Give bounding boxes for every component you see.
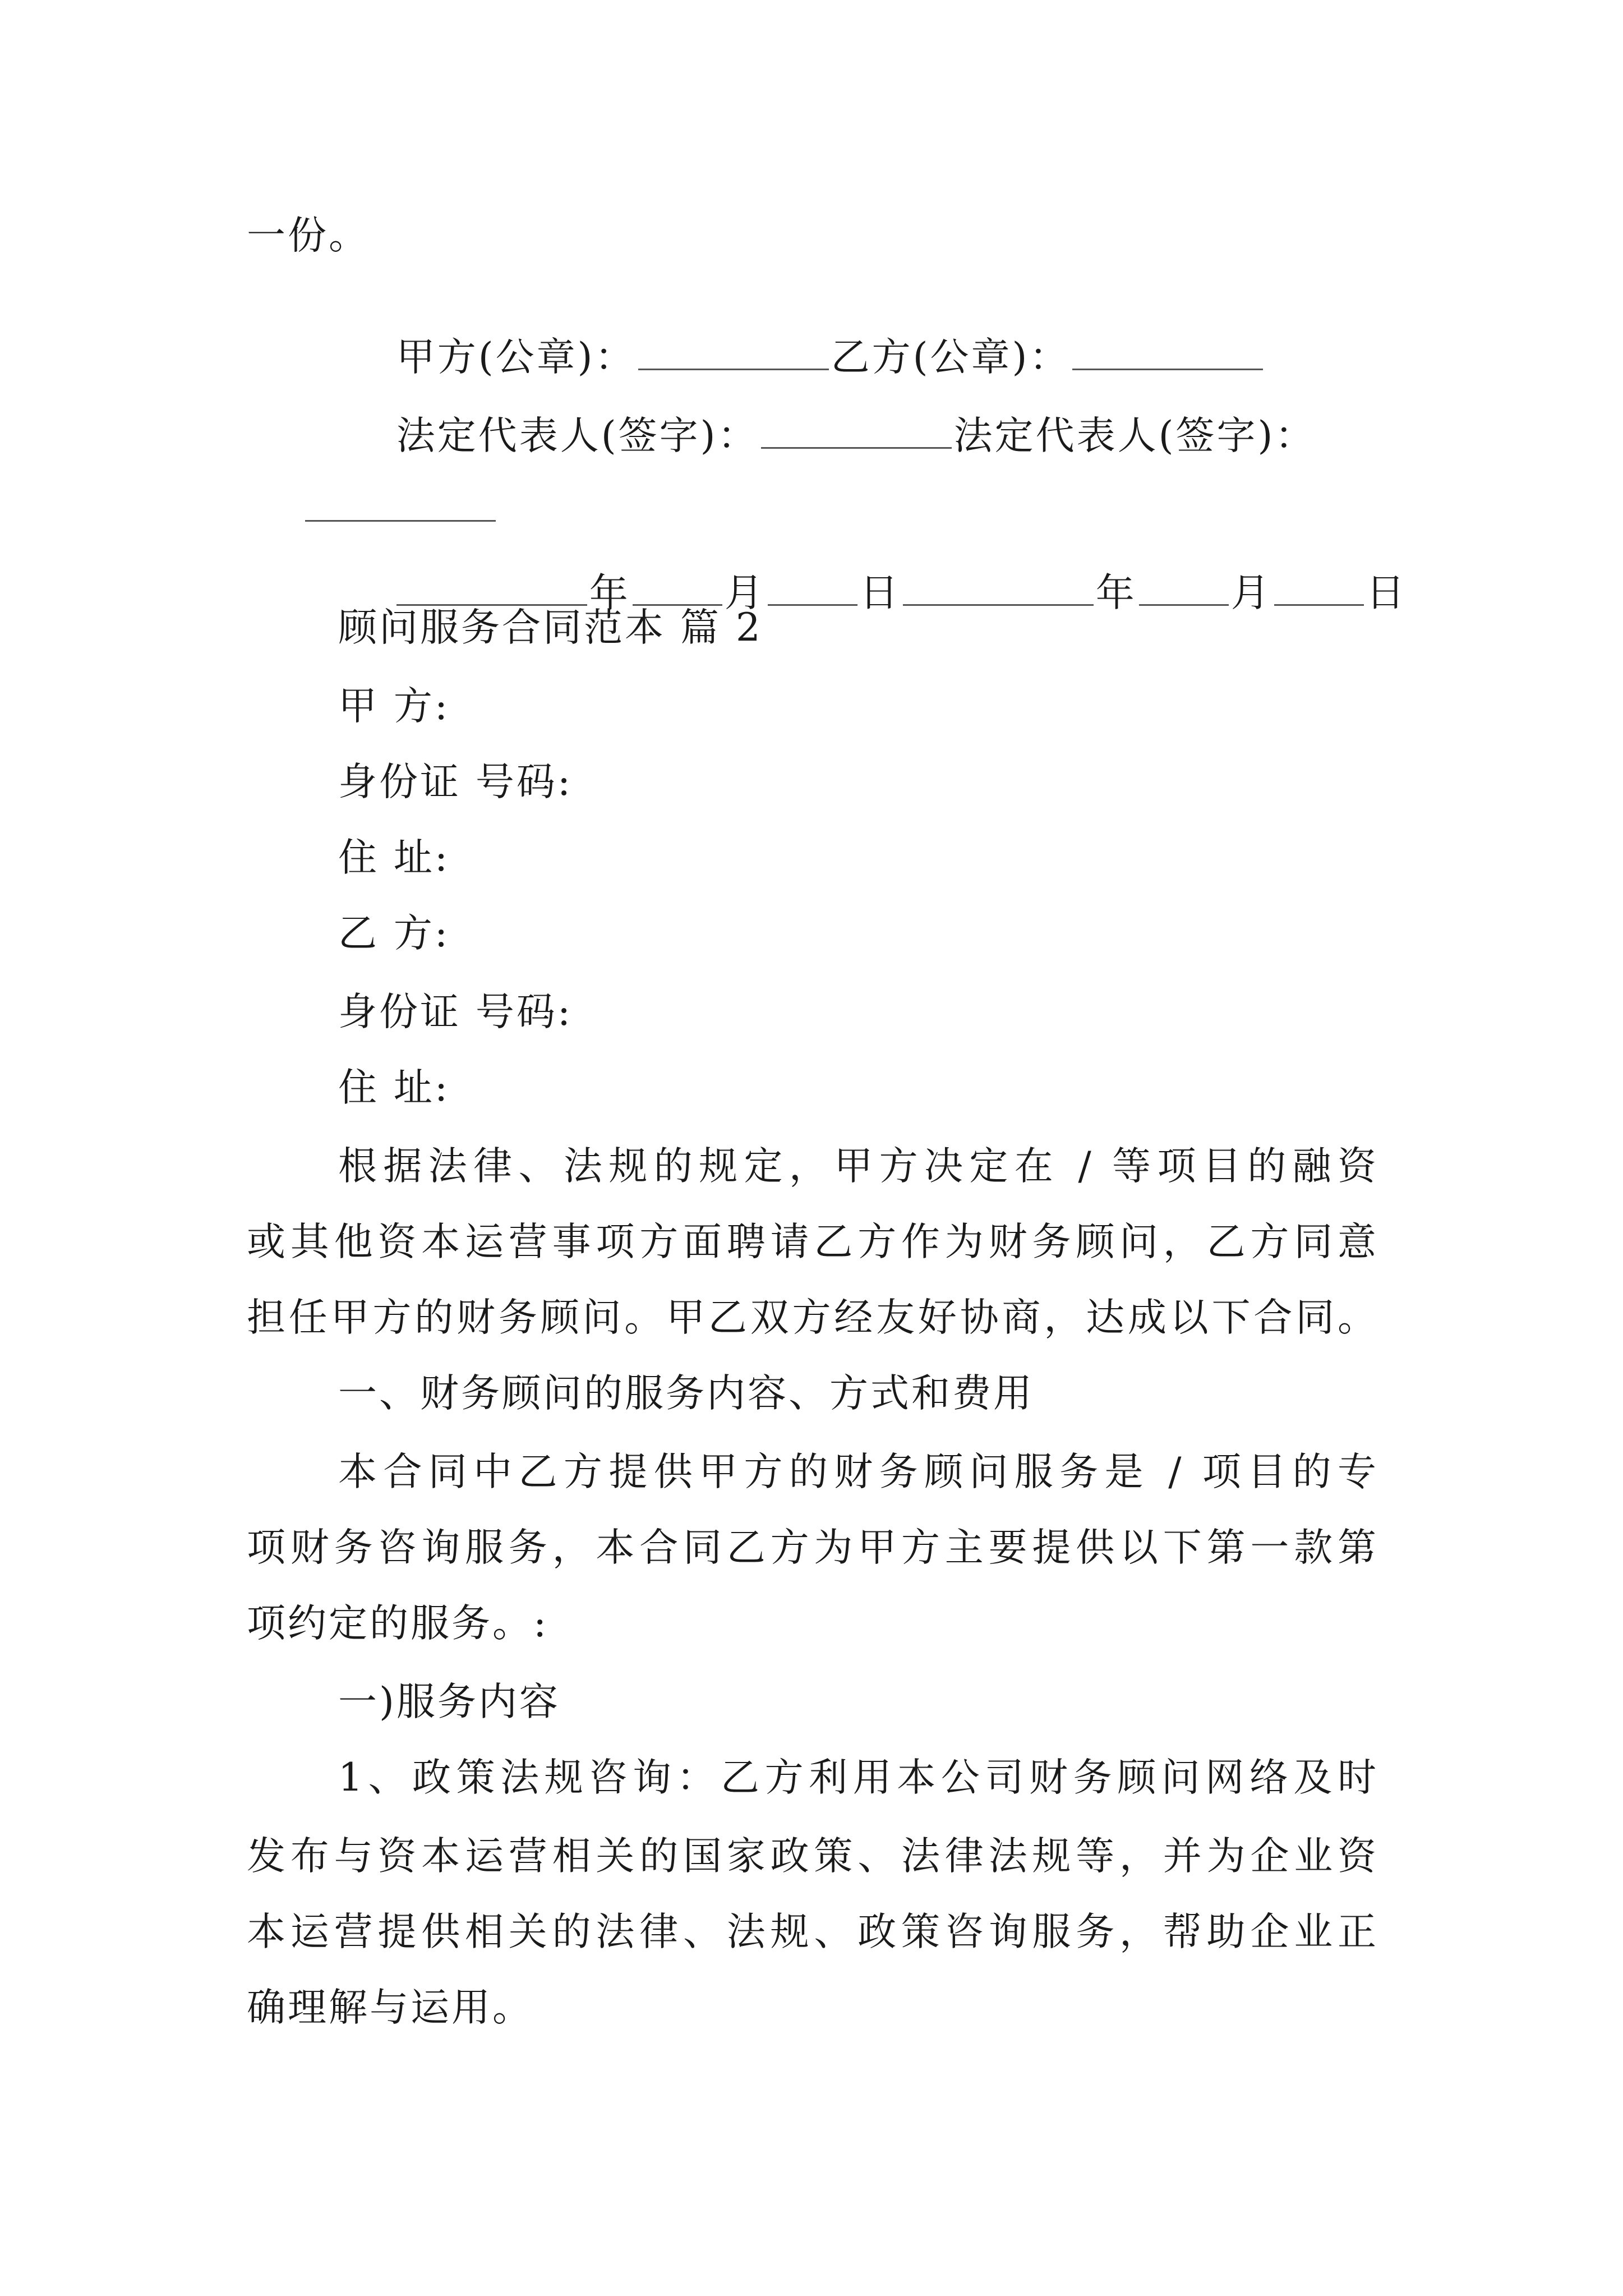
party-b-id-field: 身份证 号码: bbox=[338, 990, 573, 1034]
paragraph-line: 担任甲方的财务顾问。甲乙双方经友好协商，达成以下合同。 bbox=[247, 1295, 1378, 1340]
paragraph-line: 确理解与运用。 bbox=[247, 1985, 533, 2030]
paragraph-line: 本运营提供相关的法律、法规、政策咨询服务，帮助企业正 bbox=[247, 1910, 1378, 1954]
party-a-legal-rep-label: 法定代表人(签字)： bbox=[396, 413, 759, 458]
day-label: 日 bbox=[1366, 570, 1407, 615]
paragraph-line: 本合同中乙方提供甲方的财务顾问服务是 / 项目的专 bbox=[338, 1450, 1378, 1494]
date-blank bbox=[396, 572, 587, 606]
paragraph-line: 根据法律、法规的规定，甲方决定在 / 等项目的融资 bbox=[338, 1144, 1378, 1189]
date-blank bbox=[903, 572, 1094, 606]
party-a-address-field: 住 址: bbox=[338, 835, 450, 880]
party-a-field: 甲 方: bbox=[338, 684, 450, 729]
party-b-address-field: 住 址: bbox=[338, 1065, 450, 1110]
paragraph-line: 项约定的服务。: bbox=[247, 1601, 549, 1646]
paragraph-line: 或其他资本运营事项方面聘请乙方作为财务顾问，乙方同意 bbox=[247, 1220, 1378, 1264]
party-a-id-field: 身份证 号码: bbox=[338, 760, 573, 804]
signature-blank bbox=[638, 336, 829, 370]
subsection-heading: 一)服务内容 bbox=[338, 1680, 560, 1724]
paragraph-line: 1、政策法规咨询：乙方利用本公司财务顾问网络及时 bbox=[338, 1755, 1378, 1800]
paragraph-line: 发布与资本运营相关的国家政策、法律法规等，并为企业资 bbox=[247, 1834, 1378, 1879]
signature-blank bbox=[1072, 336, 1263, 370]
year-label: 年 bbox=[1095, 570, 1137, 615]
section-title: 顾问服务合同范本 篇 2 bbox=[338, 605, 763, 650]
month-label: 月 bbox=[724, 570, 766, 615]
date-blank bbox=[768, 572, 857, 606]
party-a-seal-label: 甲方(公章)： bbox=[396, 335, 636, 380]
date-blank bbox=[1274, 572, 1364, 606]
party-b-field: 乙 方: bbox=[338, 911, 450, 956]
day-label: 日 bbox=[859, 570, 901, 615]
paragraph-line: 一份。 bbox=[247, 213, 370, 258]
party-b-seal-label: 乙方(公章)： bbox=[831, 335, 1071, 380]
signature-blank bbox=[305, 487, 496, 522]
signature-blank bbox=[761, 415, 952, 449]
party-b-legal-rep-label: 法定代表人(签字)： bbox=[953, 413, 1316, 458]
paragraph-line: 项财务咨询服务，本合同乙方为甲方主要提供以下第一款第 bbox=[247, 1525, 1378, 1570]
date-blank bbox=[1139, 572, 1229, 606]
year-label: 年 bbox=[589, 570, 630, 615]
month-label: 月 bbox=[1230, 570, 1272, 615]
date-blank bbox=[633, 572, 722, 606]
section-heading: 一、财务顾问的服务内容、方式和费用 bbox=[338, 1371, 1034, 1416]
